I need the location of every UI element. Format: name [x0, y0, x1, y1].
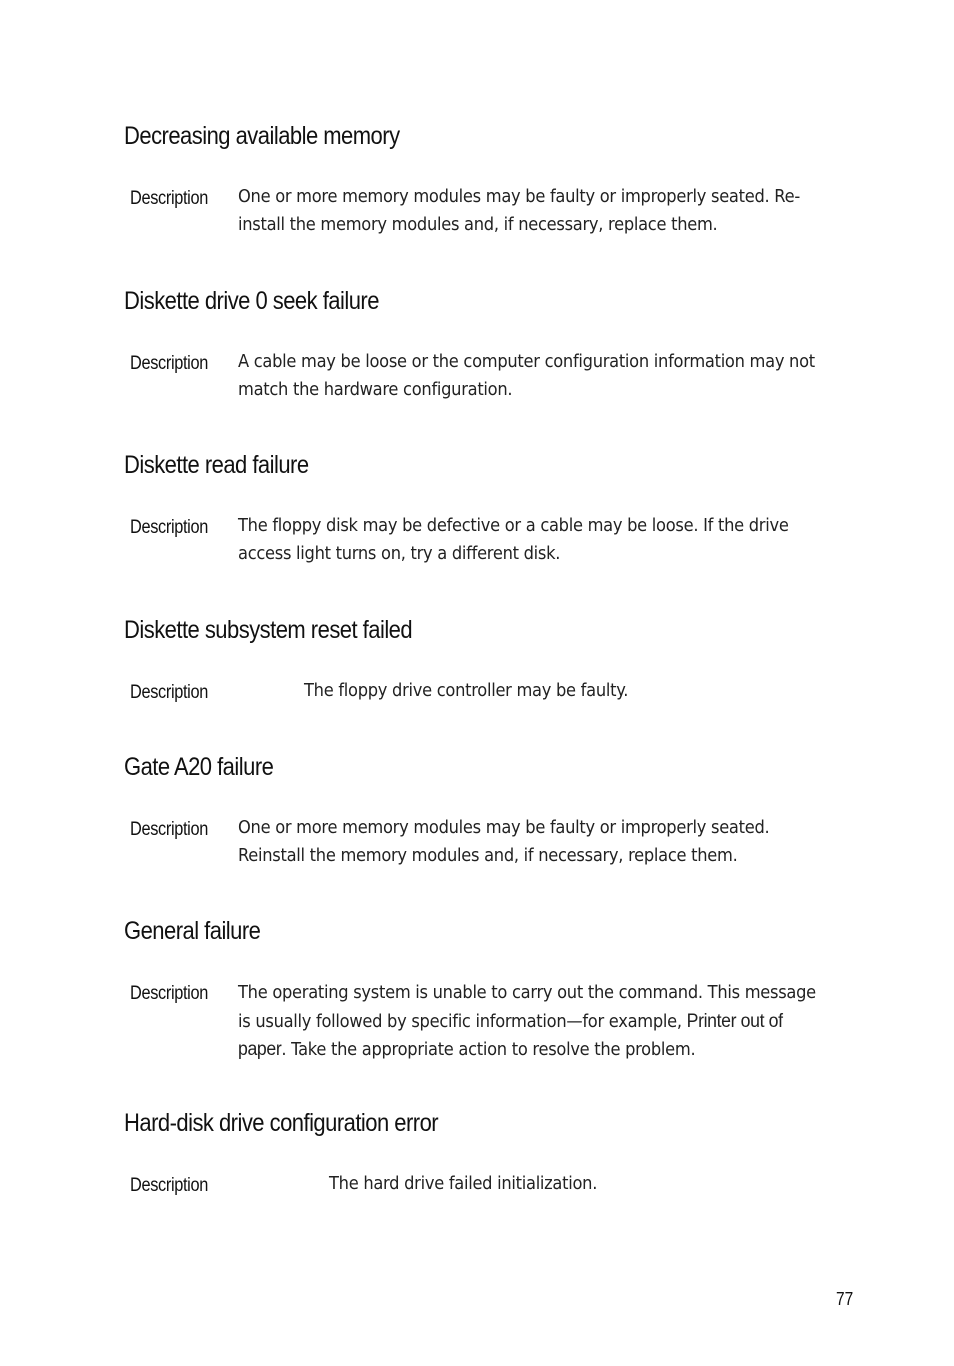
section-heading: General failure	[124, 917, 261, 945]
description-line: The operating system is unable to carry out the command. This message	[238, 983, 816, 1003]
message-example: paper	[238, 1039, 282, 1060]
description-line	[238, 1008, 796, 1037]
description-line: The floppy drive controller may be faulty.	[304, 681, 629, 701]
description-line: access light turns on, try a different disk.	[238, 543, 561, 564]
description-label: Description	[130, 819, 208, 840]
section-heading: Hard-disk drive configuration error	[124, 1109, 439, 1137]
description-line: match the hardware configuration.	[238, 379, 513, 400]
description-label: Description	[130, 983, 208, 1004]
section-heading: Diskette read failure	[124, 451, 309, 479]
description-line: install the memory modules and, if necessary, replace them.	[238, 214, 718, 235]
description-text	[304, 678, 904, 706]
section-heading: Decreasing available memory	[124, 122, 400, 150]
description-label: Description	[130, 682, 208, 703]
description-line: Reinstall the memory modules and, if necessary, replace them.	[238, 845, 738, 866]
section-heading: Diskette subsystem reset failed	[124, 616, 413, 644]
description-line: One or more memory modules may be faulty or improperly seated.	[238, 818, 770, 838]
page-number: 77	[836, 1289, 854, 1309]
description-line: The hard drive failed initialization.	[329, 1174, 598, 1194]
description-text-segment: . Take the appropriate action to resolve the problem.	[281, 1040, 696, 1060]
description-text-segment: is usually followed by specific information—for example,	[238, 1011, 687, 1032]
description-line: The floppy disk may be defective or a cable may be loose. If the drive	[238, 516, 789, 536]
description-text	[238, 513, 838, 568]
description-text	[238, 184, 838, 239]
description-text	[238, 349, 838, 404]
description-label: Description	[130, 353, 208, 374]
description-label: Description	[130, 1175, 208, 1196]
description-label: Description	[130, 517, 208, 538]
description-text	[238, 815, 838, 870]
section-heading: Diskette drive 0 seek failure	[124, 287, 379, 315]
description-text	[238, 980, 838, 1065]
description-line	[238, 1036, 796, 1065]
description-text	[329, 1171, 929, 1199]
section-heading: Gate A20 failure	[124, 753, 274, 781]
description-line: One or more memory modules may be faulty or improperly seated. Re-	[238, 187, 800, 207]
description-line: A cable may be loose or the computer configuration information may not	[238, 352, 815, 372]
description-label: Description	[130, 188, 208, 209]
message-example: Printer out of	[686, 1010, 783, 1032]
